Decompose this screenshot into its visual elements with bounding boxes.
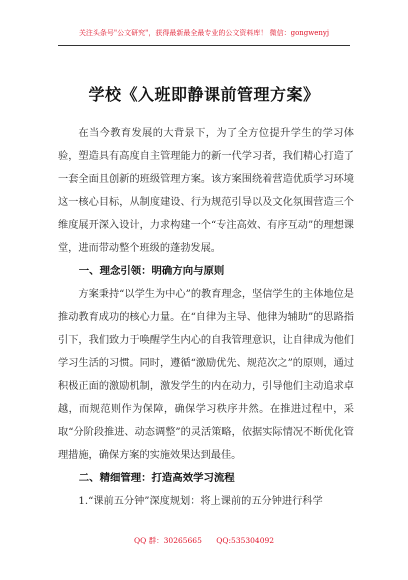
footer-qq-group: QQ 群：30265665 bbox=[133, 536, 202, 545]
header-note: 关注头条号"公文研究"，获得最新最全最专业的公文资料库！ 微信：gongwenyj bbox=[78, 29, 330, 37]
intro-paragraph: 在当今教育发展的大背景下，为了全方位提升学生的学习体验，塑造具有高度自主管理能力的新一代学习者，我们精心打造了一套全面且创新的班级管理方案。该方案围绕着营造优质学习环境这一核心目标，从制度建设、行为规范引导以及文化氛围营造三个维度展开深入设计，力求构建一个“专注高效、有序互动”的理想课堂，进而带动整个班级的蓬勃发展。 bbox=[58, 128, 354, 254]
section-1-heading: 一、理念引领：明确方向与原则 bbox=[78, 265, 225, 277]
section-1-paragraph: 方案秉持“以学生为中心”的教育理念，坚信学生的主体地位是推动教育成功的核心力量。在“自律为主导、他律为辅助”的思路指引下，我们致力于唤醒学生内心的自我管理意识，让自律成为他们学习生活的习惯。同时，遵循“激励优先、规范次之”的原则，通过积极正面的激励机制，激发学生的内在动力，引导他们主动追求卓越，而规范则作为保障，确保学习秩序井然。在推进过程中，采取“分阶段推进、动态调整”的灵活策略，依据实际情况不断优化管理措施，确保方案的实施效果达到最佳。 bbox=[58, 289, 354, 461]
footer-contact bbox=[0, 535, 408, 546]
footer-qq: QQ:535304092 bbox=[216, 536, 275, 545]
section-2-heading: 二、精细管理：打造高效学习流程 bbox=[78, 472, 235, 484]
document-title: 学校《入班即静课前管理方案》 bbox=[88, 85, 320, 104]
section-2-item-1: 1.“课前五分钟”深度规划：将上课前的五分钟进行科学 bbox=[78, 496, 323, 507]
header-divider bbox=[58, 45, 350, 46]
